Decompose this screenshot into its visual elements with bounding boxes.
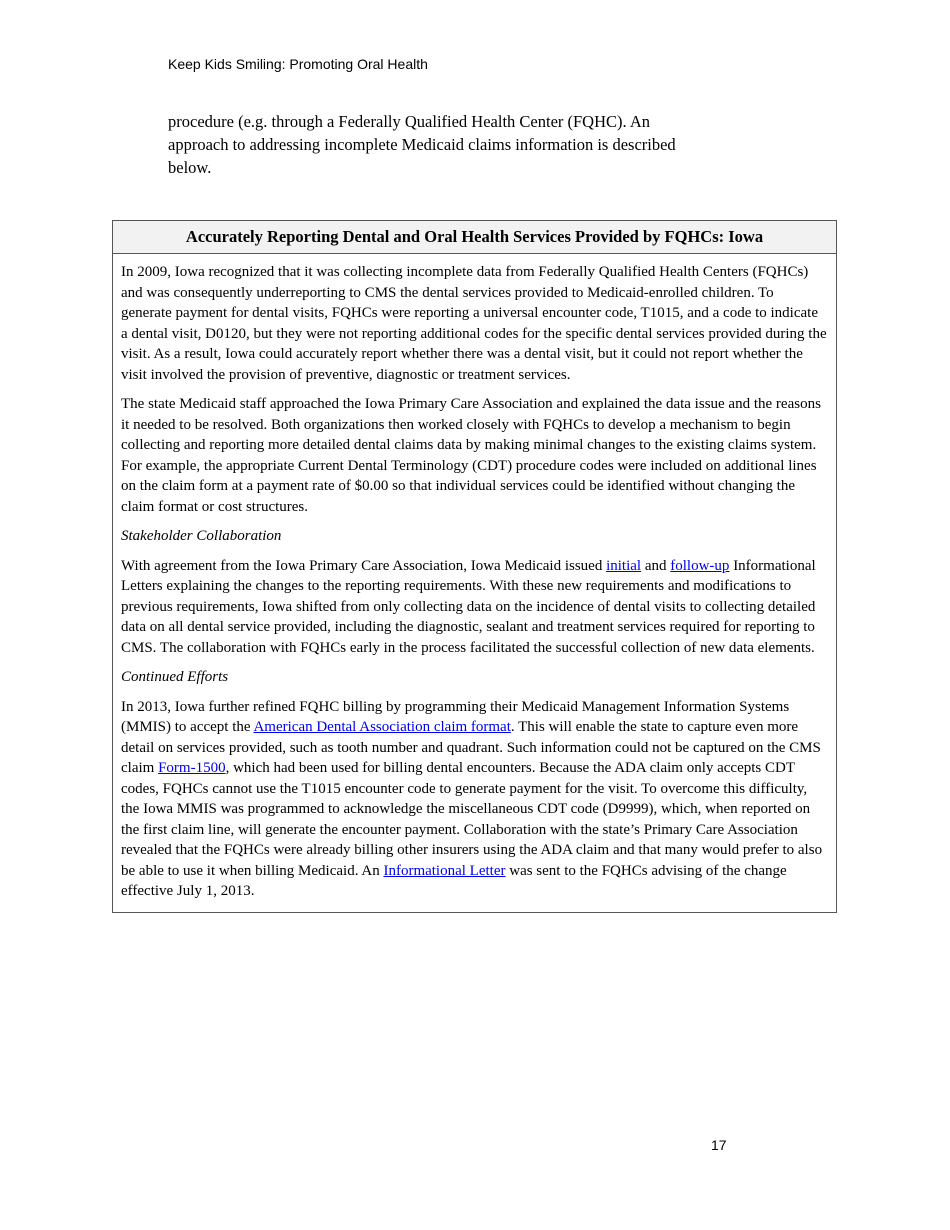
case-study-box: [112, 220, 837, 913]
running-header: Keep Kids Smiling: Promoting Oral Health: [168, 56, 428, 72]
intro-paragraph: procedure (e.g. through a Federally Qualified Health Center (FQHC). An approach to addressing incomplete Medicaid claims information is described below.: [168, 112, 676, 177]
text-segment: , which had been used for billing dental encounters. Because the ADA claim only accepts CDT codes, FQHCs cannot use the T1015 encounter code to generate payment for the visit. To overcome this difficulty, the Iowa MMIS was programmed to acknowledge the miscellaneous CDT code (D9999), which, when reported on the first claim line, will generate the encounter payment. Collaboration with the state’s Primary Care Association revealed that the FQHCs were already billing other insurers using the ADA claim and that many would prefer to also be able to use it when billing Medicaid. An: [121, 760, 823, 879]
informational-letter-link[interactable]: Informational Letter: [383, 862, 506, 879]
paragraph-background: In 2009, Iowa recognized that it was collecting incomplete data from Federally Qualified Health Centers (FQHCs) and was consequently underreporting to CMS the dental services provided to Medicaid-enrolled children. To generate payment for dental visits, FQHCs were reporting a universal encounter code, T1015, and a code to indicate a dental visit, D0120, but they were not reporting additional codes for the specific dental services provided during the visit. As a result, Iowa could accurately report whether there was a dental visit, but it could not report whether the visit involved the provision of preventive, diagnostic or treatment services.: [121, 264, 827, 383]
paragraph-stakeholder-collaboration: [121, 556, 828, 659]
follow-up-letter-link[interactable]: follow-up: [670, 557, 730, 574]
text-segment: With agreement from the Iowa Primary Care Association, Iowa Medicaid issued: [121, 557, 607, 574]
page-number: 17: [711, 1137, 727, 1153]
case-study-title: Accurately Reporting Dental and Oral Health Services Provided by FQHCs: Iowa: [113, 221, 836, 254]
paragraph-continued-efforts: [121, 697, 828, 902]
ada-claim-format-link[interactable]: American Dental Association claim format: [253, 719, 511, 735]
text-segment: . This will enable the state to capture even more detail on services provided, such as tooth number and quadrant. Such information could not be captured on the CMS claim: [121, 719, 821, 776]
text-segment: Informational Letters explaining the changes to the reporting requirements. With these new requirements and modifications to previous requirements, Iowa shifted from only collecting data on the incidence of dental visits to collecting detailed data on all dental service provided, including the diagnostic, sealant and treatment services required for reporting to CMS. The collaboration with FQHCs early in the process facilitated the successful collection of new data elements.: [121, 557, 816, 656]
text-segment: and: [641, 557, 671, 574]
form-1500-link[interactable]: Form-1500: [158, 760, 226, 776]
subheading-continued-efforts: Continued Efforts: [121, 669, 229, 685]
text-segment: In 2013, Iowa further refined FQHC billing by programming their Medicaid Management Information Systems (MMIS) to accept the: [121, 698, 790, 735]
subheading-stakeholder-collaboration: Stakeholder Collaboration: [121, 528, 282, 544]
text-segment: was sent to the FQHCs advising of the change effective July 1, 2013.: [121, 862, 787, 899]
paragraph-approach: The state Medicaid staff approached the Iowa Primary Care Association and explained the data issue and the reasons it needed to be resolved. Both organizations then worked closely with FQHCs to develop a mechanism to begin collecting and reporting more detailed dental claims data by making minimal changes to the existing claims system. For example, the appropriate Current Dental Terminology (CDT) procedure codes were included on additional lines on the claim form at a payment rate of $0.00 so that individual services could be identified without changing the claim format or cost structures.: [121, 396, 821, 515]
case-study-body: [113, 254, 836, 912]
initial-letter-link[interactable]: initial: [606, 557, 642, 574]
